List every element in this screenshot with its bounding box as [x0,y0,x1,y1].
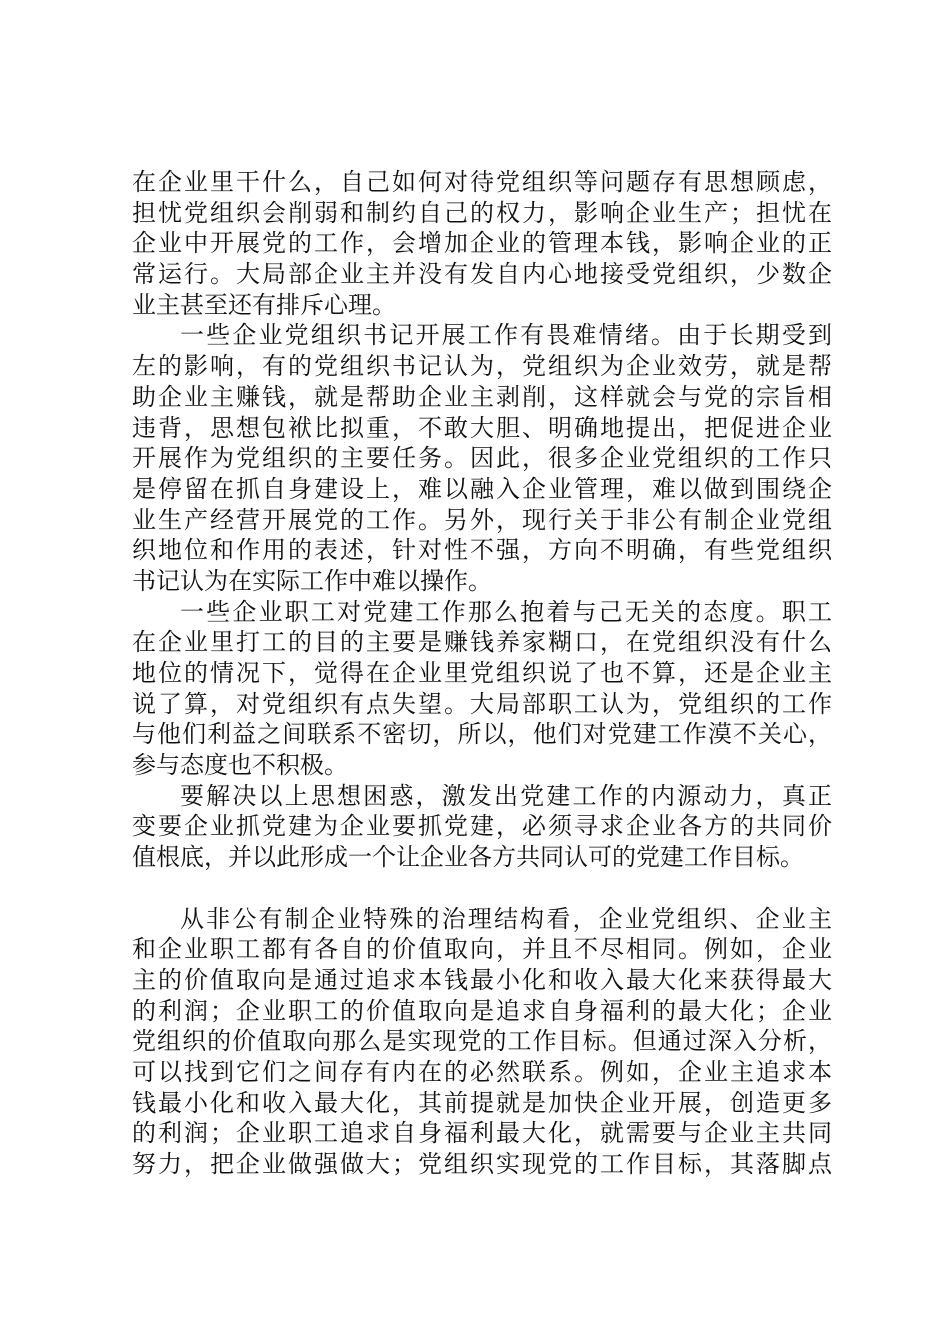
text-line: 一些企业党组织书记开展工作有畏难情绪。由于长期受到 [180,321,832,350]
text-line: 是停留在抓自身建设上，难以融入企业管理，难以做到围绕企 [132,474,832,503]
text-line: 助企业主赚钱，就是帮助企业主剥削，这样就会与党的宗旨相 [132,382,832,411]
text-line: 在企业里干什么，自己如何对待党组织等问题存有思想顾虑， [132,168,832,196]
text-line: 党组织的价值取向那么是实现党的工作目标。但通过深入分析， [132,1027,832,1056]
text-line: 业生产经营开展党的工作。另外，现行关于非公有制企业党组 [132,505,832,534]
text-line: 参与态度也不积极。 [132,751,348,780]
text-line: 可以找到它们之间存有内在的必然联系。例如，企业主追求本 [132,1057,832,1086]
paragraph [132,781,832,873]
text-line: 的利润；企业职工的价值取向是追求自身福利的最大化；企业 [132,996,832,1025]
paragraph [132,597,832,781]
text-line: 的利润；企业职工追求自身福利最大化，就需要与企业主共同 [132,1119,832,1148]
text-line: 值根底，并以此形成一个让企业各方共同认可的党建工作目标。 [132,843,804,872]
text-line: 一些企业职工对党建工作那么抱着与己无关的态度。职工 [180,597,832,626]
text-line: 从非公有制企业特殊的治理结构看，企业党组织、企业主 [180,904,832,933]
text-line: 书记认为在实际工作中难以操作。 [132,566,492,595]
text-line: 要解决以上思想困惑，激发出党建工作的内源动力，真正 [180,781,832,810]
text-line: 努力，把企业做强做大；党组织实现党的工作目标，其落脚点 [132,1150,832,1178]
text-line: 常运行。大局部企业主并没有发自内心地接受党组织，少数企 [132,260,832,289]
text-line: 钱最小化和收入最大化，其前提就是加快企业开展，创造更多 [132,1088,832,1117]
text-line: 主的价值取向是通过追求本钱最小化和收入最大化来获得最大 [132,965,832,994]
text-line: 业主甚至还有排斥心理。 [132,290,396,319]
text-line: 企业中开展党的工作，会增加企业的管理本钱，影响企业的正 [132,229,832,258]
body-text [132,167,832,1180]
paragraph [132,904,832,1180]
text-line: 和企业职工都有各自的价值取向，并且不尽相同。例如，企业 [132,935,832,964]
text-line: 在企业里打工的目的主要是赚钱养家糊口，在党组织没有什么 [132,628,832,657]
text-line: 左的影响，有的党组织书记认为，党组织为企业效劳，就是帮 [132,352,832,381]
text-line: 开展作为党组织的主要任务。因此，很多企业党组织的工作只 [132,444,832,473]
text-line: 违背，思想包袱比拟重，不敢大胆、明确地提出，把促进企业 [132,413,832,442]
text-line: 说了算，对党组织有点失望。大局部职工认为，党组织的工作 [132,689,832,718]
paragraph-gap [132,873,832,904]
text-line: 地位的情况下，觉得在企业里党组织说了也不算，还是企业主 [132,659,832,687]
text-line: 变要企业抓党建为企业要抓党建，必须寻求企业各方的共同价 [132,812,832,841]
paragraph [132,320,832,596]
text-line: 与他们利益之间联系不密切，所以，他们对党建工作漠不关心， [132,720,832,749]
paragraph [132,167,832,320]
text-line: 担忧党组织会削弱和制约自己的权力，影响企业生产；担忧在 [132,198,832,227]
text-line: 织地位和作用的表述，针对性不强，方向不明确，有些党组织 [132,536,832,565]
